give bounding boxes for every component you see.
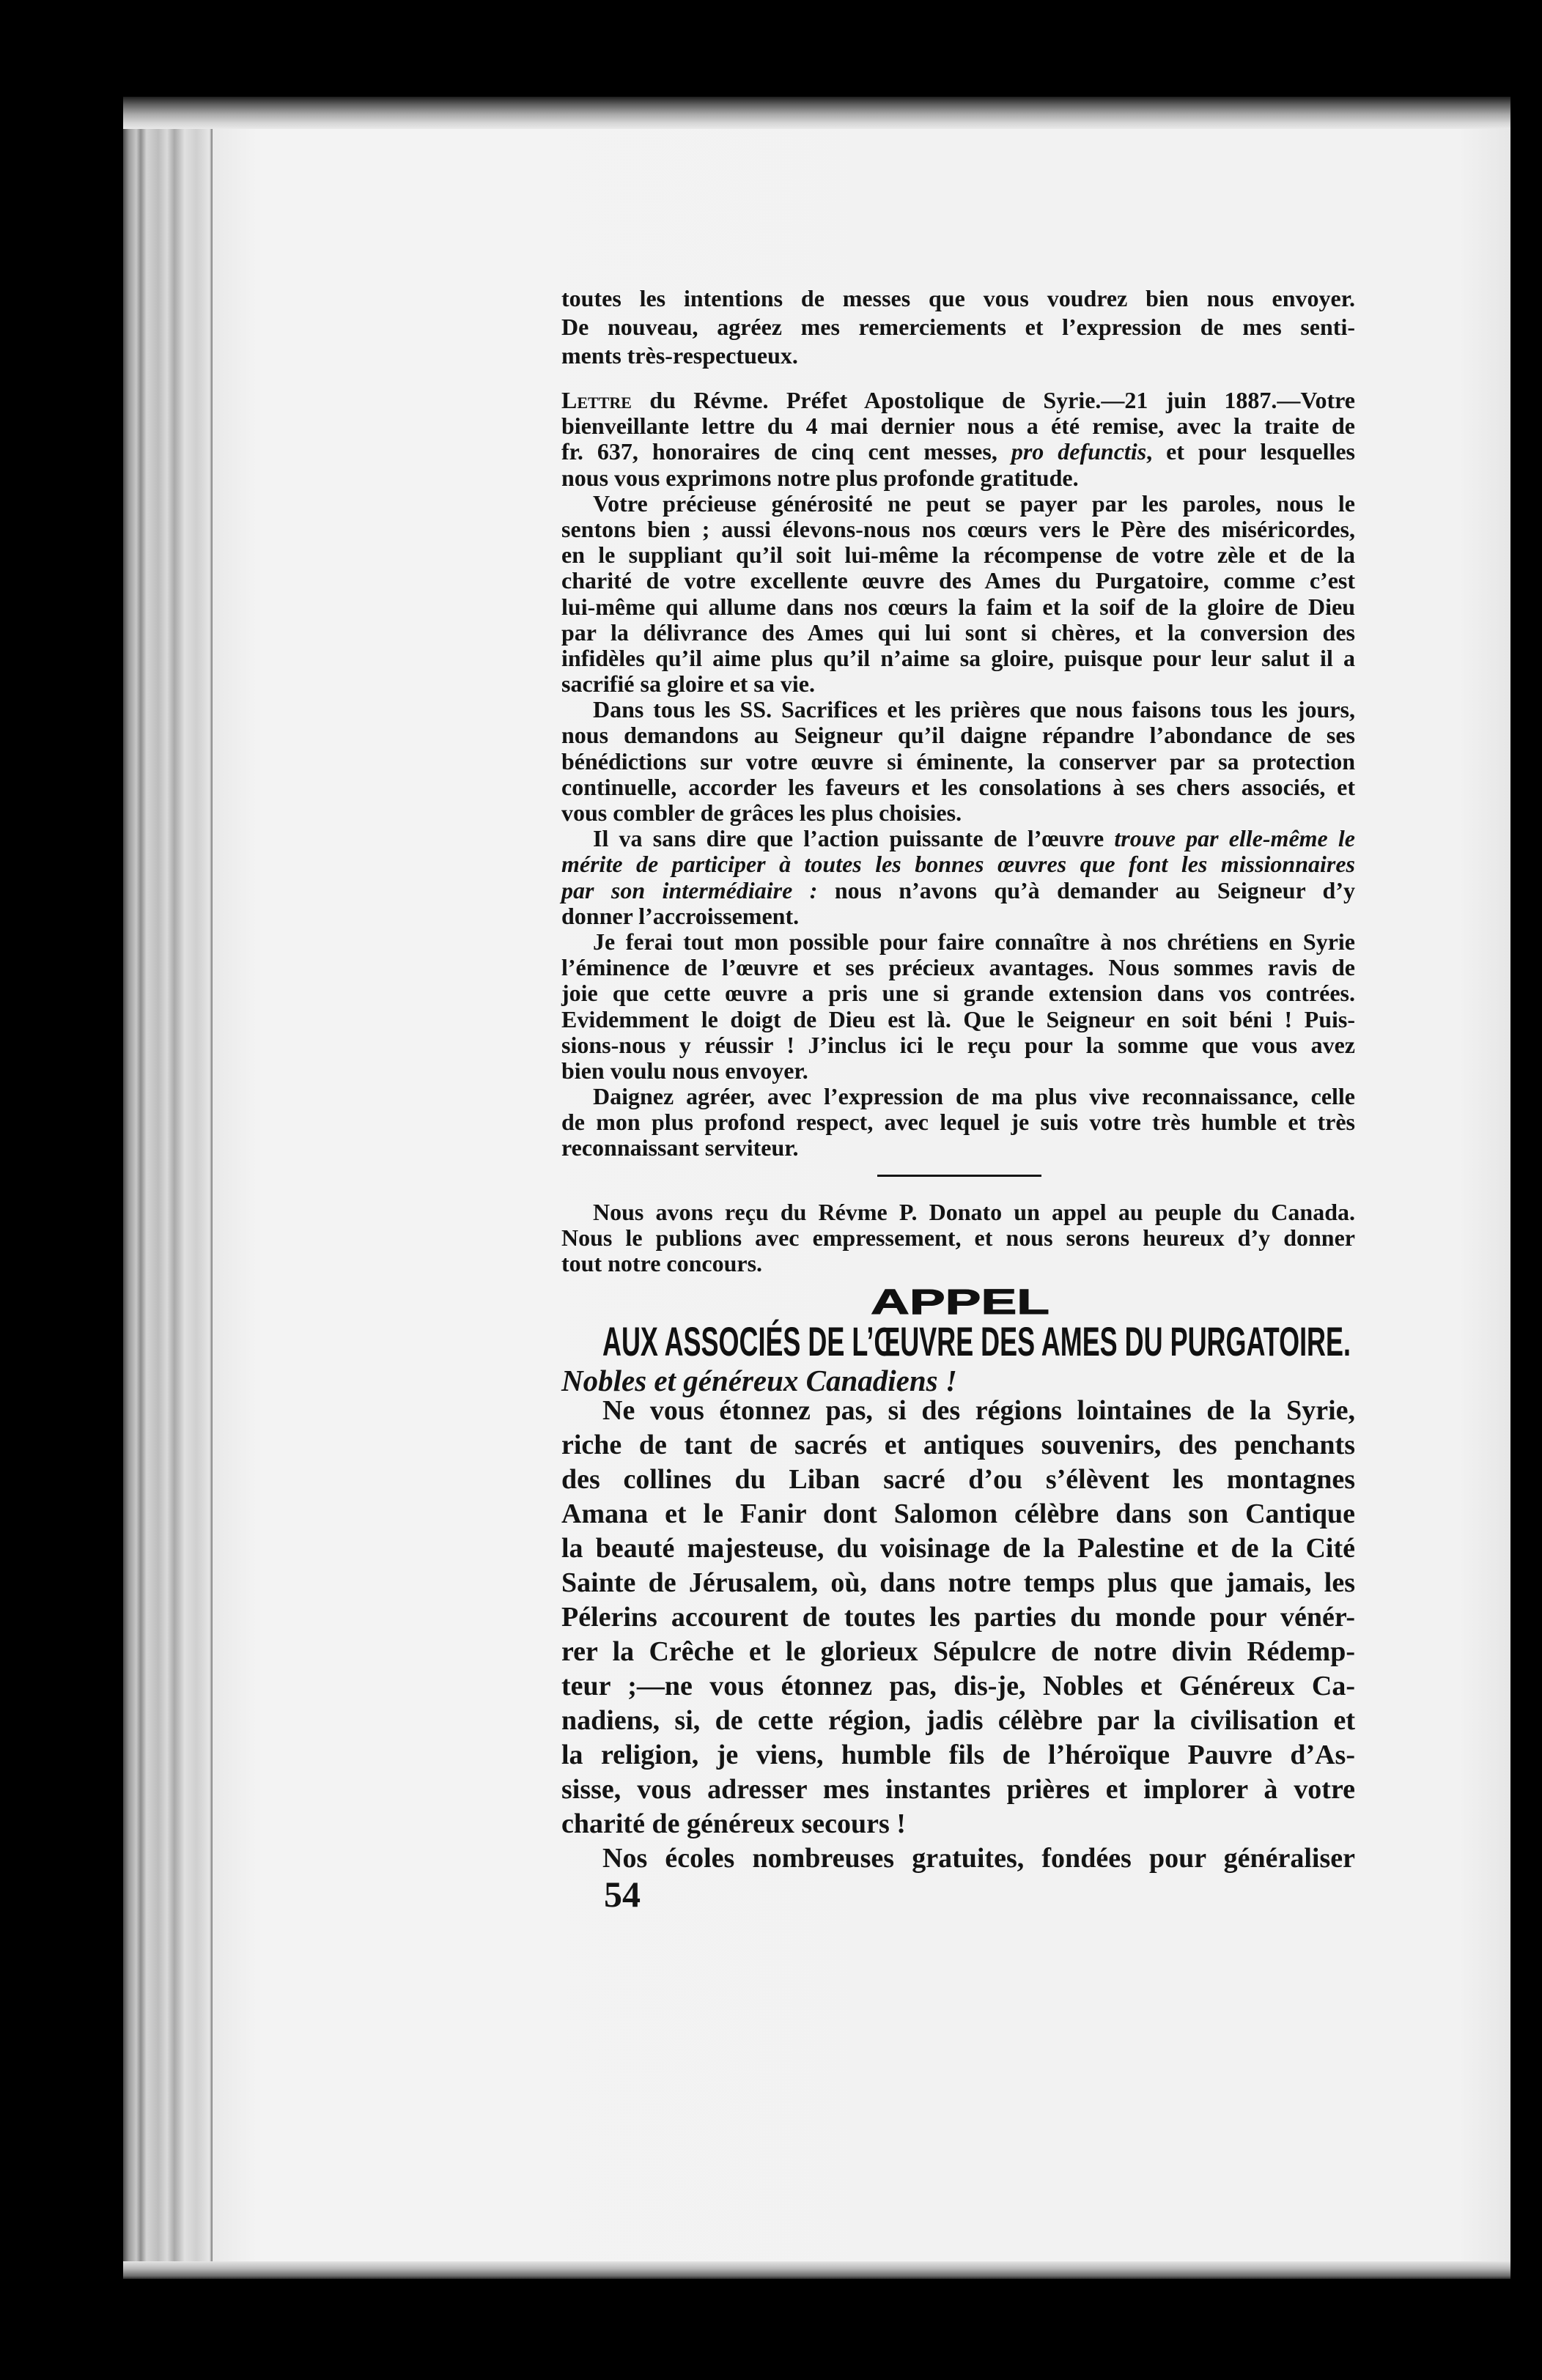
text-line: la religion, je viens, humble fils de l’héroïque Pauvre d’As- xyxy=(561,1740,1355,1770)
text-line xyxy=(561,388,1355,413)
text-segment: nous n’avons qu’à demander au Seigneur d’y xyxy=(817,876,1356,903)
text-line: lui-même qui allume dans nos cœurs la faim et la soif de la gloire de Dieu xyxy=(561,593,1355,620)
text-line: par la délivrance des Ames qui lui sont si chères, et la conversion des xyxy=(561,618,1355,646)
text-line: Je ferai tout mon possible pour faire connaître à nos chrétiens en Syrie xyxy=(593,928,1355,955)
appeal-body xyxy=(561,1394,1355,1876)
appeal-subtitle-text: AUX ASSOCIÉS DE L’ŒUVRE DES AMES DU PURGATOIRE. xyxy=(602,1318,1351,1364)
appeal-subtitle xyxy=(601,1315,1356,1364)
text-line: sisse, vous adresser mes instantes prières et implorer à votre xyxy=(561,1774,1355,1805)
text-line: sions-nous y réussir ! J’inclus ici le reçu pour la somme que vous avez xyxy=(561,1031,1355,1058)
text-line: Pélerins accourent de toutes les parties du monde pour vénér- xyxy=(561,1602,1355,1633)
text-line: de mon plus profond respect, avec lequel je suis votre très humble et très xyxy=(561,1109,1355,1136)
continuation-paragraph xyxy=(561,284,1355,370)
text-line: Votre précieuse générosité ne peut se payer par les paroles, nous le xyxy=(593,489,1355,517)
text-line: rer la Crêche et le glorieux Sépulcre de notre divin Rédemp- xyxy=(561,1636,1355,1667)
text-line: vous combler de grâces les plus choisies. xyxy=(561,799,962,826)
text-line: tout notre concours. xyxy=(561,1250,763,1277)
text-line: Nous avons reçu du Révme P. Donato un appel au peuple du Canada. xyxy=(593,1199,1355,1225)
text-line: charité de généreux secours ! xyxy=(561,1808,906,1839)
italic-phrase: par son intermédiaire : xyxy=(561,876,818,903)
text-line: sacrifié sa gloire et sa vie. xyxy=(561,670,815,698)
text-line: De nouveau, agréez mes remerciements et l’expression de mes senti- xyxy=(561,314,1355,340)
italic-phrase: pro defunctis xyxy=(1011,438,1147,465)
text-line xyxy=(561,878,1355,903)
text-line: Dans tous les SS. Sacrifices et les prières que nous faisons tous les jours, xyxy=(593,696,1355,723)
separator-rule xyxy=(877,1175,1041,1177)
page-bottom-edge xyxy=(123,2261,1510,2279)
binding-edge xyxy=(123,97,213,2279)
text-line: des collines du Liban sacré d’ou s’élèvent les montagnes xyxy=(561,1464,1355,1495)
appeal-salutation: Nobles et généreux Canadiens ! xyxy=(561,1364,957,1397)
text-line: bien voulu nous envoyer. xyxy=(561,1057,808,1084)
text-line xyxy=(561,439,1355,465)
text-line: riche de tant de sacrés et antiques souvenirs, des penchants xyxy=(561,1430,1355,1460)
text-line: Daignez agréer, avec l’expression de ma plus vive reconnaissance, celle xyxy=(593,1083,1355,1110)
editor-note xyxy=(561,1200,1355,1277)
text-line: ments très-respectueux. xyxy=(561,342,798,369)
text-segment: , et pour lesquelles xyxy=(1146,438,1356,465)
text-line: joie que cette œuvre a pris une si grande extension dans vos contrées. xyxy=(561,980,1355,1007)
text-line: Ne vous étonnez pas, si des régions lointaines de la Syrie, xyxy=(602,1395,1355,1426)
text-line: charité de votre excellente œuvre des Ames du Purgatoire, comme c’est xyxy=(561,567,1355,594)
text-line: Sainte de Jérusalem, où, dans notre temps plus que jamais, les xyxy=(561,1567,1355,1598)
text-line: l’éminence de l’œuvre et ses précieux avantages. Nous sommes ravis de xyxy=(561,954,1355,981)
text-line: sentons bien ; aussi élevons-nous nos cœurs vers le Père des miséricordes, xyxy=(561,515,1355,542)
text-segment: fr. 637, honoraires de cinq cent messes, xyxy=(561,438,1011,465)
appeal-title-text: APPEL xyxy=(871,1283,1049,1322)
text-line: toutes les intentions de messes que vous voudrez bien nous envoyer. xyxy=(561,285,1355,311)
text-segment: Il va sans dire que l’action puissante de l’œuvre xyxy=(593,825,1115,852)
text-line: donner l’accroissement. xyxy=(561,902,800,929)
signature-mark: 54 xyxy=(604,1874,641,1915)
text-line: infidèles qu’il aime plus qu’il n’aime sa gloire, puisque pour leur salut il a xyxy=(561,644,1355,671)
text-line: nous vous exprimons notre plus profonde gratitude. xyxy=(561,464,1079,491)
text-line: bienveillante lettre du 4 mai dernier nous a été remise, avec la traite de xyxy=(561,413,1355,440)
appeal-title xyxy=(869,1281,1051,1322)
text-segment: du Révme. Préfet Apostolique de Syrie.—21 juin 1887.—Votre xyxy=(631,387,1355,413)
text-line: nadiens, si, de cette région, jadis célèbre par la civilisation et xyxy=(561,1705,1355,1736)
text-line: en le suppliant qu’il soit lui-même la récompense de votre zèle et de la xyxy=(561,542,1355,569)
text-line: bénédictions sur votre œuvre si éminente, la conserver par sa protection xyxy=(561,747,1355,775)
text-line xyxy=(561,826,1355,851)
text-line: la beauté majesteuse, du voisinage de la Palestine et de la Cité xyxy=(561,1533,1355,1564)
text-line: Nous le publions avec empressement, et nous serons heureux d’y donner xyxy=(561,1224,1355,1252)
text-line: Evidemment le doigt de Dieu est là. Que le Seigneur en soit béni ! Puis- xyxy=(561,1005,1355,1032)
italic-phrase: trouve par elle-même le xyxy=(1114,825,1356,852)
text-line: nous demandons au Seigneur qu’il daigne répandre l’abondance de ses xyxy=(561,722,1355,749)
text-line: Amana et le Fanir dont Salomon célèbre dans son Cantique xyxy=(561,1498,1355,1529)
text-line: mérite de participer à toutes les bonnes œuvres que font les missionnaires xyxy=(561,851,1355,878)
text-line: Nos écoles nombreuses gratuites, fondées pour généraliser xyxy=(602,1843,1355,1874)
page-top-edge xyxy=(123,97,1510,129)
small-caps-word: Lettre xyxy=(561,387,632,413)
text-line: reconnaissant serviteur. xyxy=(561,1134,799,1161)
text-line: continuelle, accorder les faveurs et les consolations à ses chers associés, et xyxy=(561,773,1355,800)
letter-section xyxy=(561,388,1355,1161)
text-line: teur ;—ne vous étonnez pas, dis-je, Nobles et Généreux Ca- xyxy=(561,1671,1355,1701)
